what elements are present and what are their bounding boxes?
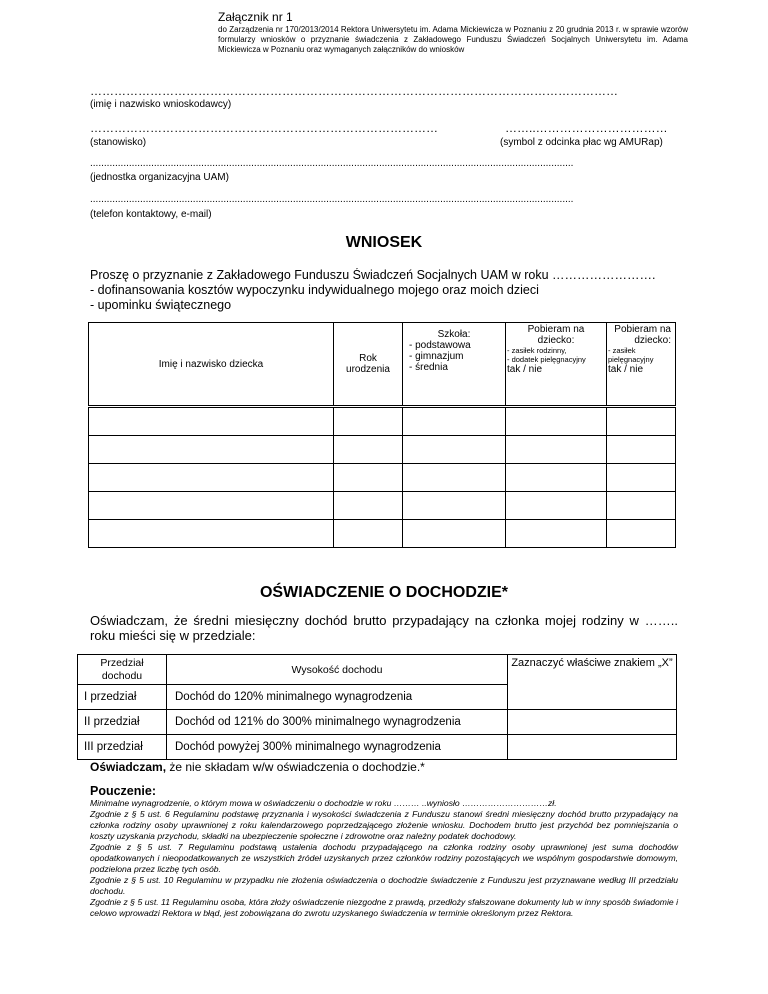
phone-caption: (telefon kontaktowy, e-mail) [90,209,212,220]
table-row[interactable] [89,492,676,520]
applicant-name-field[interactable]: …………………………………………………………………………………………………………………… [90,84,618,98]
applicant-name-caption: (imię i nazwisko wnioskodawcy) [90,99,232,110]
col-benefit-care: Pobieram na dziecko: - zasiłek pielęgnacyjny tak / nie [607,323,676,407]
payroll-symbol-field[interactable]: ……..…………………………… [505,121,668,135]
col-child-name: Imię i nazwisko dziecka [89,323,334,407]
col-school: Szkoła: - podstawowa - gimnazjum - średnia [403,323,506,407]
request-line-3: - upominku świątecznego [90,298,232,312]
request-line-2: - dofinansowania kosztów wypoczynku indywidualnego mojego oraz moich dzieci [90,283,539,297]
table-row[interactable] [89,436,676,464]
request-line-1: Proszę o przyznanie z Zakładowego Funduszu Świadczeń Socjalnych UAM w roku ……………………. [90,268,656,282]
phone-field[interactable]: .............................................................................................................................................................................. [90,194,574,205]
table-row[interactable] [89,464,676,492]
notice-body [90,798,678,919]
no-declaration-statement: Oświadczam, że nie składam w/w oświadczenia o dochodzie.* [90,760,425,774]
income-row-2: II przedział Dochód od 121% do 300% minimalnego wynagrodzenia [78,710,677,735]
table-row[interactable] [89,407,676,436]
notice-p2: Zgodnie z § 5 ust. 6 Regulaminu podstawę przyznania i wysokości świadczenia z Funduszu stanowi średni miesięczny dochód brutto przypadający na członka rodziny osoby uprawnionej z roku kalendarzowego poprzedzającego złożenie wniosku. Dochodem brutto jest przychód bez pomniejszania o koszty uzyskania przychodu, składki na ubezpieczenie społeczne i zdrowotne oraz należny podatek dochodowy. [90,809,678,841]
col-mark: Zaznaczyć właściwe znakiem „X” [508,655,677,710]
income-statement: Oświadczam, że średni miesięczny dochód brutto przypadający na członka mojej rodziny w …….. roku mieści się w przedziale: [90,613,678,643]
notice-p5: Zgodnie z § 5 ust. 11 Regulaminu osoba, która złoży oświadczenie niezgodne z prawdą, przedłoży sfałszowane dokumenty lub w inny sposób świadomie i celowo wprowadzi Rektora w błąd, jest zobowiązana do zwrotu uzyskanego świadczenia w terminie określonym przez Rektora. [90,897,678,918]
position-field[interactable]: …………………………………………………………………………… [90,121,438,135]
request-heading: WNIOSEK [345,234,423,251]
notice-p1: Minimalne wynagrodzenie, o którym mowa w oświadczeniu o dochodzie w roku ……… ..wyniosło …………………………zł. [90,798,557,808]
notice-p4: Zgodnie z § 5 ust. 10 Regulaminu w przypadku nie złożenia oświadczenia o dochodzie świadczenie z Funduszu jest przyznawane według III przedziału dochodu. [90,875,678,896]
income-row-3: III przedział Dochód powyżej 300% minimalnego wynagrodzenia [78,735,677,760]
col-income-amount: Wysokość dochodu [167,655,508,685]
col-benefit-family: Pobieram na dziecko: - zasiłek rodzinny, - dodatek pielęgnacyjny tak / nie [506,323,607,407]
table-row[interactable] [89,520,676,548]
attachment-title: Załącznik nr 1 [218,10,293,24]
income-table [77,654,677,760]
col-birth-year: Rok urodzenia [334,323,403,407]
org-unit-caption: (jednostka organizacyjna UAM) [90,172,229,183]
children-table [88,322,676,548]
position-caption: (stanowisko) [90,137,147,148]
org-unit-field[interactable]: .............................................................................................................................................................................. [90,158,574,169]
income-heading: OŚWIADCZENIE O DOCHODZIE* [259,584,508,601]
notice-p3: Zgodnie z § 5 ust. 7 Regulaminu podstawą ustalenia dochodu przypadającego na członka rodziny osoby uprawnionej jest suma dochodów opodatkowanych i nieopodatkowanych ze wszystkich źródeł uzyskanych przez członków rodziny pozostających we wspólnym gospodarstwie domowym, podzielona przez liczbę tych osób. [90,842,678,874]
attachment-subtitle: do Zarządzenia nr 170/2013/2014 Rektora Uniwersytetu im. Adama Mickiewicza w Poznaniu z 20 grudnia 2013 r. w sprawie wzorów formularzy wniosków o przyznanie świadczenia z Zakładowego Funduszu Świadczeń Socjalnych Uniwersytetu im. Adama Mickiewicza w Poznaniu oraz wymaganych załączników do wniosków [218,25,688,54]
mark-cell-3[interactable] [508,735,677,760]
mark-cell-2[interactable] [508,710,677,735]
col-income-range: Przedział dochodu [78,655,167,685]
payroll-symbol-caption: (symbol z odcinka płac wg AMURap) [500,137,663,148]
income-row-1: I przedział Dochód do 120% minimalnego wynagrodzenia [78,685,677,710]
notice-heading: Pouczenie: [90,784,156,798]
